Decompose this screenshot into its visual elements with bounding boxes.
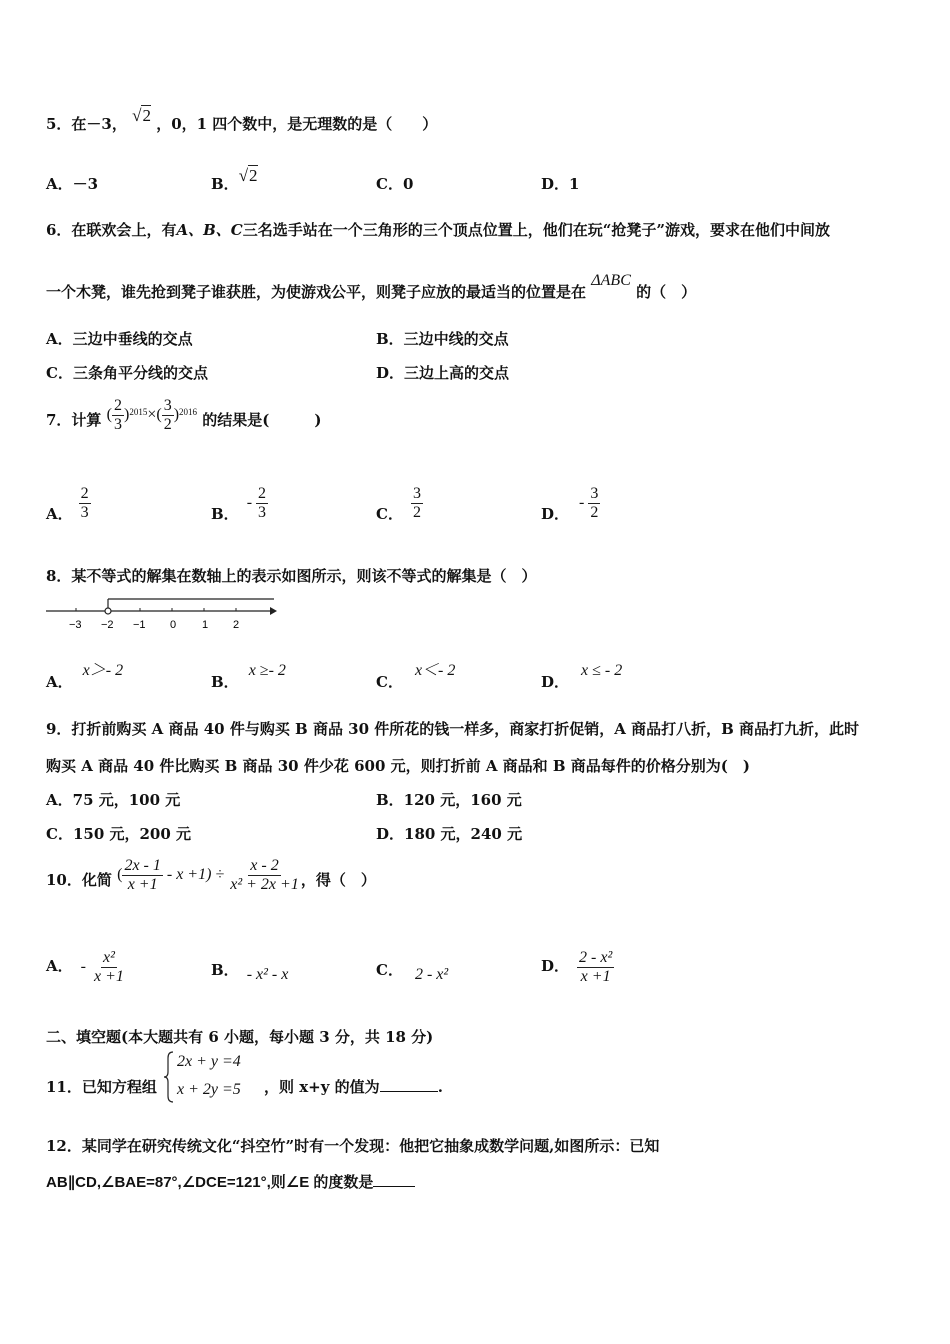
open-circle-marker <box>105 608 111 614</box>
q10-option-b[interactable]: B． - x² - x <box>211 961 289 983</box>
q5-option-b[interactable]: B．√2 <box>211 166 258 193</box>
q6-stem-line1: 6．在联欢会上，有A、B、C三名选手站在一个三角形的三个顶点位置上，他们在玩“抢凳子”游戏，要求在他们中间放 <box>46 221 830 239</box>
q5-option-a[interactable]: A．－3 <box>46 175 99 193</box>
q9-stem-line1: 9．打折前购买 A 商品 40 件与购买 B 商品 30 件所花的钱一样多，商家打折促销，A 商品打八折，B 商品打九折，此时 <box>46 720 860 738</box>
q6-option-a[interactable]: A．三边中垂线的交点 <box>46 330 193 348</box>
q5-stem: 5．在－3， √2 ，0，1 四个数中，是无理数的是（ ） <box>46 106 438 133</box>
q5-option-c[interactable]: C．0 <box>376 175 414 193</box>
tick-label: −1 <box>133 619 146 631</box>
arrow-right-icon <box>270 607 277 615</box>
q7-option-a[interactable]: A． $\frac{2}{3}$ <box>46 484 89 523</box>
q6-option-c[interactable]: C．三条角平分线的交点 <box>46 364 208 382</box>
q9-option-a[interactable]: A．75 元，100 元 <box>46 791 181 809</box>
q12-stem-line1: 12．某同学在研究传统文化“抖空竹”时有一个发现：他把它抽象成数学问题,如图所示：已知 <box>46 1137 660 1155</box>
equation-1: 2x + y =4 <box>177 1053 241 1070</box>
q8-option-b[interactable]: B．x ≥- 2 <box>211 662 286 691</box>
q9-stem-line2: 购买 A 商品 40 件比购买 B 商品 30 件少花 600 元，则打折前 A 商品和 B 商品每件的价格分别为( ) <box>46 757 751 775</box>
equation-2: x + 2y =5 <box>177 1081 241 1098</box>
tick-label: 2 <box>233 619 240 631</box>
q7-option-c[interactable]: C． $\frac{3}{2}$ <box>376 484 421 523</box>
tick-label: −3 <box>69 619 82 631</box>
q9-option-b[interactable]: B．120 元，160 元 <box>376 791 522 809</box>
q10-option-c[interactable]: C． 2 - x² <box>376 961 449 983</box>
q8-stem: 8．某不等式的解集在数轴上的表示如图所示，则该不等式的解集是（ ） <box>46 567 537 585</box>
tick-label: −2 <box>101 619 114 631</box>
q8-option-d[interactable]: D．x ≤ - 2 <box>541 662 623 691</box>
q9-option-c[interactable]: C．150 元，200 元 <box>46 825 192 843</box>
q12-stem-line2: AB∥CD,∠BAE=87°,∠DCE=121°,则∠E 的度数是 <box>46 1173 415 1193</box>
rational-expression: ( $\frac{2x - 1}{x +1}$ - x +1) ÷ $\frac{x - 2}{\text{x² + 2x +1}}$ <box>117 856 299 893</box>
q5-option-d[interactable]: D．1 <box>541 175 580 193</box>
q7-stem: 7．计算 ( $\frac{2}{3}$ )$^{2015}$×( $\frac{3}{2}$ )$^{2016}$ 的结果是( ) <box>46 396 322 433</box>
number-line-figure <box>44 596 280 632</box>
q7-option-b[interactable]: B．- $\frac{2}{3}$ <box>211 484 267 523</box>
q11-stem: 11．已知方程组 <box>46 1078 157 1096</box>
sqrt-2: √2 <box>132 106 151 125</box>
q8-option-c[interactable]: C．x＜- 2 <box>376 662 456 691</box>
answer-blank[interactable] <box>373 1186 415 1187</box>
power-expression: ( $\frac{2}{3}$ )$^{2015}$×( $\frac{3}{2}$ )$^{2016}$ <box>106 396 198 433</box>
q10-stem: 10．化简 ( $\frac{2x - 1}{x +1}$ - x +1) ÷ $\frac{x - 2}{\text{x² + 2x +1}}$ ，得（ ） <box>46 856 376 893</box>
answer-blank[interactable] <box>380 1091 438 1092</box>
q8-option-a[interactable]: A．x＞- 2 <box>46 662 124 691</box>
section-title: 二、填空题(本大题共有 6 小题，每小题 3 分，共 18 分) <box>46 1028 434 1046</box>
q10-option-d[interactable]: D． $\frac{\text{2 - x²}}{x +1}$ <box>541 948 613 985</box>
sqrt-2: √2 <box>238 166 258 185</box>
left-brace-icon <box>163 1050 175 1104</box>
tick-label: 0 <box>170 619 177 631</box>
q6-stem-line2: 一个木凳，谁先抢到凳子谁获胜，为使游戏公平，则凳子应放的最适当的位置是在 ΔABC 的（ ） <box>46 272 697 301</box>
q9-option-d[interactable]: D．180 元，240 元 <box>376 825 523 843</box>
q10-option-a[interactable]: A． - $\frac{\text{x²}}{x +1}$ <box>46 948 124 985</box>
q7-option-d[interactable]: D．- $\frac{3}{2}$ <box>541 484 599 523</box>
tick-label: 1 <box>202 619 209 631</box>
q6-option-b[interactable]: B．三边中线的交点 <box>376 330 509 348</box>
q6-option-d[interactable]: D．三边上高的交点 <box>376 364 510 382</box>
q11-question: ，则 x+y 的值为 . <box>264 1078 443 1096</box>
triangle-abc: ΔABC <box>591 272 631 289</box>
